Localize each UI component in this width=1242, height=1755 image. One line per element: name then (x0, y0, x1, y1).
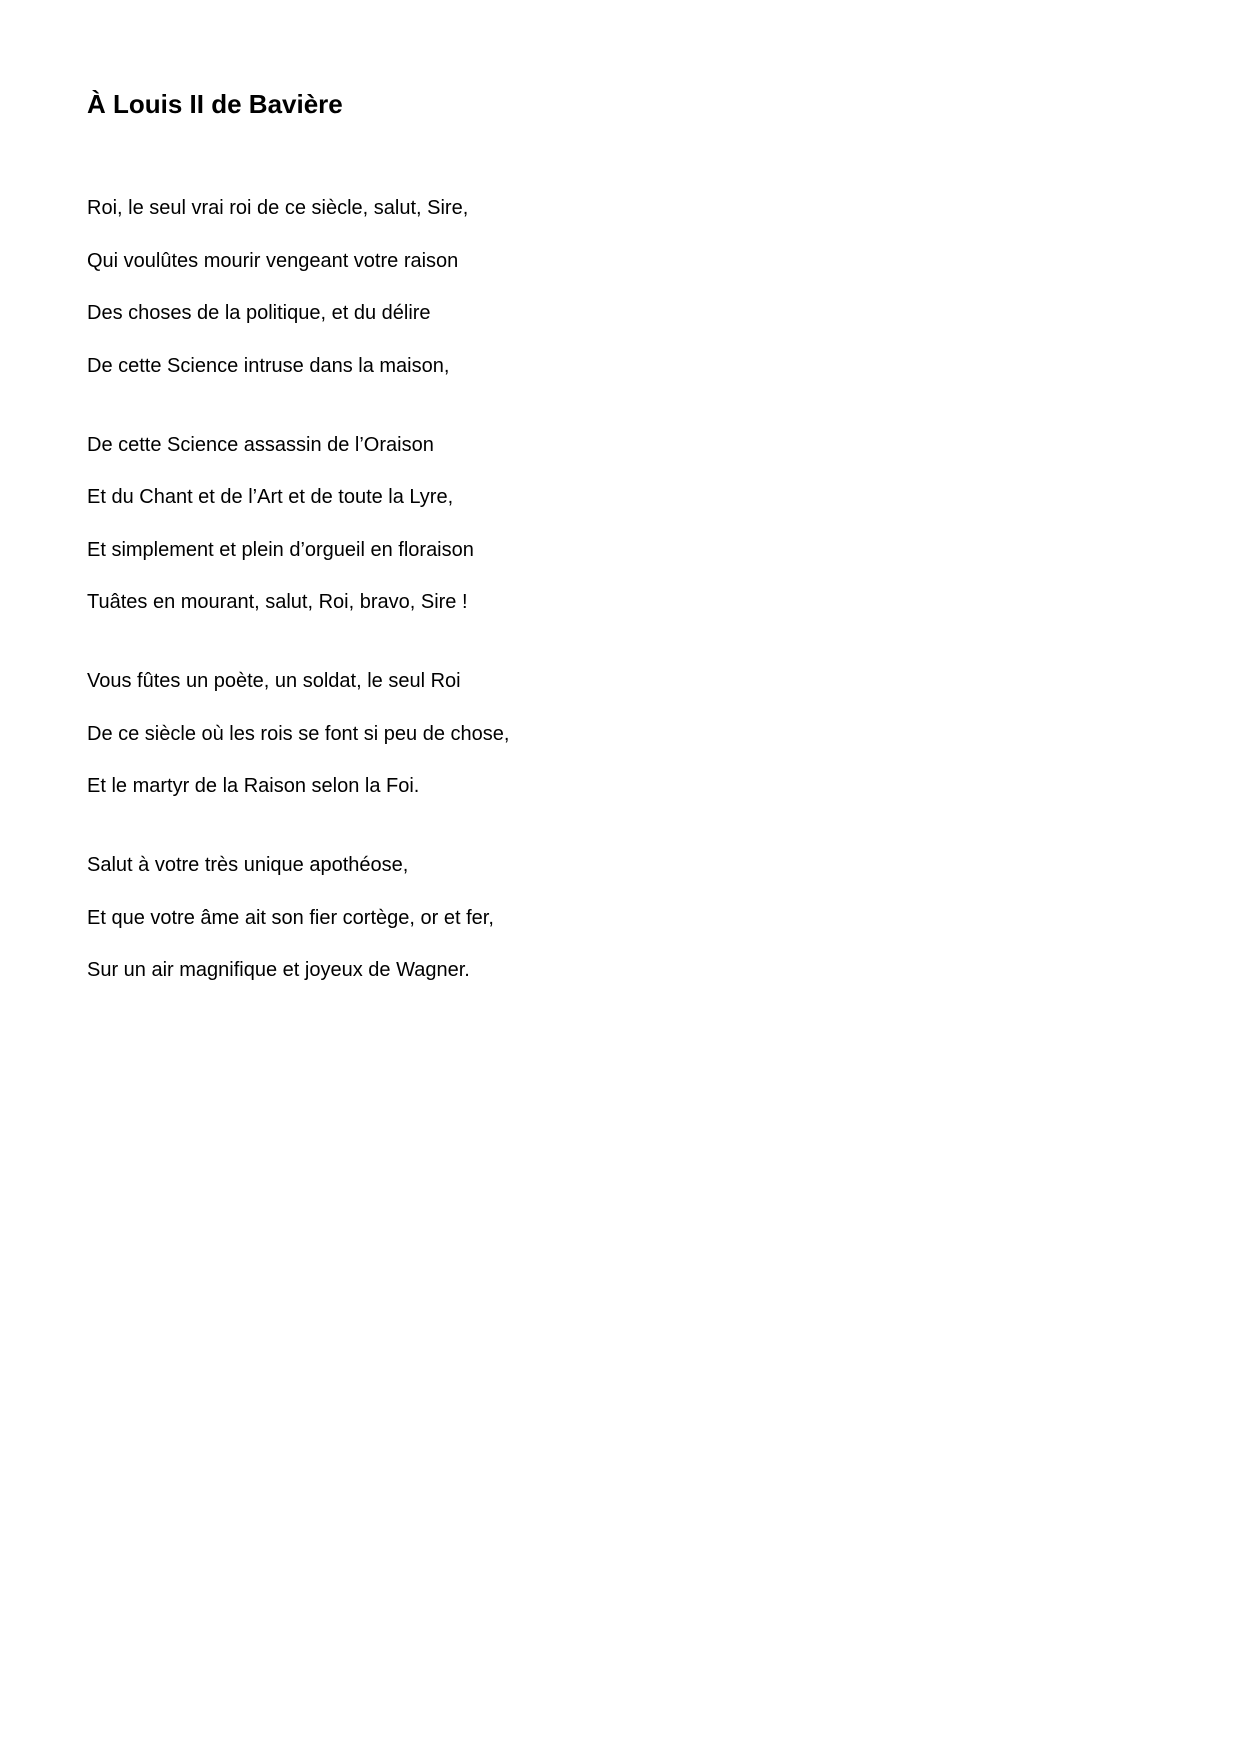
stanza-1 (87, 194, 1147, 380)
stanza-3 (87, 667, 1147, 800)
poem-line: Et simplement et plein d’orgueil en floraison (87, 538, 474, 561)
poem-line: De cette Science intruse dans la maison, (87, 354, 450, 377)
poem-line: Salut à votre très unique apothéose, (87, 854, 409, 876)
stanza-2 (87, 431, 1147, 617)
poem-line: Sur un air magnifique et joyeux de Wagner. (87, 959, 470, 981)
poem-line: Tuâtes en mourant, salut, Roi, bravo, Sire ! (87, 591, 468, 613)
poem-line: De ce siècle où les rois se font si peu de chose, (87, 722, 510, 745)
poem-line: Et que votre âme ait son fier cortège, or et fer, (87, 906, 494, 929)
poem-line: Vous fûtes un poète, un soldat, le seul Roi (87, 670, 461, 692)
poem-line: Des choses de la politique, et du délire (87, 302, 431, 324)
poem-line: Qui voulûtes mourir vengeant votre raison (87, 249, 459, 272)
poem-line: De cette Science assassin de l’Oraison (87, 433, 434, 456)
poem-title: À Louis II de Bavière (87, 89, 343, 119)
poem-body (87, 194, 1147, 1035)
stanza-4 (87, 851, 1147, 984)
poem-line: Et du Chant et de l’Art et de toute la Lyre, (87, 486, 454, 508)
poem-line: Roi, le seul vrai roi de ce siècle, salut, Sire, (87, 197, 469, 219)
poem-line: Et le martyr de la Raison selon la Foi. (87, 775, 420, 797)
